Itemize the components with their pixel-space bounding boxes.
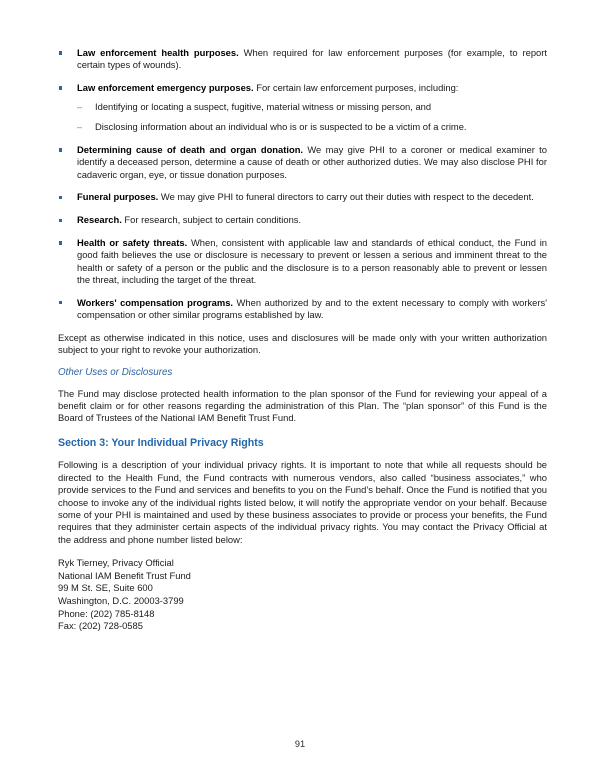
bullet-body-text: When required for law enforcement purposes (for example, to report certain types of wounds). [77, 47, 547, 71]
sub-list-item [77, 101, 547, 113]
section-3-paragraph: Following is a description of your individual privacy rights. It is important to note that while all requests should be directed to the Health Fund, the Fund contracts with numerous vendors, also called “business associates,” who provide services to the Fund and services and benefits to you on the Fund’s behalf. Once the Fund is notified that you choose to invoke any of the individual rights listed below, it will notify the appropriate vendor on your behalf. Because some of your PHI is maintained and used by these business associates to provide or process your benefits, the Fund requires that they administer certain aspects of the individual privacy rights. You may contact the Privacy Official at the address and phone number listed below: [58, 459, 547, 545]
list-item [58, 82, 547, 133]
list-item [58, 297, 547, 322]
sub-bullet-list [77, 101, 547, 134]
bullet-lead-label: Law enforcement emergency purposes. [77, 82, 254, 94]
bullet-body-text: We may give PHI to a coroner or medical examiner to identify a deceased person, determine a cause of death or other authorized duties. We may also disclose PHI for cadaveric organ, eye, or tissue donation purposes. [77, 143, 547, 180]
sub-list-item [77, 121, 547, 133]
authorization-note-paragraph: Except as otherwise indicated in this notice, uses and disclosures will be made only with your written authorization subject to your right to revoke your authorization. [58, 331, 547, 356]
dash-bullet-icon: – [77, 121, 83, 133]
bullet-lead-label: Research. [77, 214, 122, 226]
square-bullet-icon [59, 196, 62, 199]
other-uses-paragraph: The Fund may disclose protected health information to the plan sponsor of the Fund for reviewing your appeal of a benefit claim or for other reasons regarding the administration of this Plan. The “plan sponsor” of this Fund is the Board of Trustees of the National IAM Benefit Trust Fund. [58, 387, 547, 424]
bullet-body-text: When, consistent with applicable law and standards of ethical conduct, the Fund in good faith believes the use or disclosure is necessary to prevent or lessen a serious and imminent threat to the health or safety of a person or the public and the disclosure is to a person reasonably able to prevent or lessen the threat, including the target of the threat. [77, 236, 547, 285]
square-bullet-icon [59, 241, 62, 244]
bullet-body-text: When authorized by and to the extent necessary to comply with workers' compensation or other similar programs established by law. [77, 296, 547, 320]
page-content [58, 47, 547, 633]
bullet-lead-label: Health or safety threats. [77, 236, 188, 248]
sub-bullet-text: Disclosing information about an individual who is or is suspected to be a victim of a crime. [95, 121, 467, 133]
list-item [58, 214, 547, 226]
bullet-lead-label: Workers' compensation programs. [77, 296, 234, 308]
square-bullet-icon [59, 51, 62, 54]
list-item [58, 47, 547, 72]
bullet-lead-label: Law enforcement health purposes. [77, 47, 239, 58]
contact-line-street: 99 M St. SE, Suite 600 [58, 582, 153, 594]
bullet-body-text: For certain law enforcement purposes, including: [253, 82, 459, 94]
privacy-official-contact-block [58, 557, 547, 633]
contact-line-phone: Phone: (202) 785-8148 [58, 607, 155, 619]
list-item [58, 144, 547, 181]
bullet-lead-label: Funeral purposes. [77, 191, 159, 203]
square-bullet-icon [59, 219, 62, 222]
contact-line-organization: National IAM Benefit Trust Fund [58, 569, 191, 581]
section-3-heading: Section 3: Your Individual Privacy Rights [58, 436, 264, 449]
dash-bullet-icon: – [77, 100, 83, 112]
disclosure-bullet-list [58, 47, 547, 321]
contact-line-name: Ryk Tierney, Privacy Official [58, 557, 174, 569]
list-item [58, 237, 547, 286]
square-bullet-icon [59, 86, 62, 89]
sub-bullet-text: Identifying or locating a suspect, fugitive, material witness or missing person, and [95, 100, 432, 112]
contact-line-fax: Fax: (202) 728-0585 [58, 620, 143, 632]
bullet-lead-label: Determining cause of death and organ donation. [77, 143, 304, 155]
square-bullet-icon [59, 301, 62, 304]
list-item [58, 191, 547, 203]
bullet-body-text: For research, subject to certain conditions. [121, 214, 302, 226]
contact-line-city-state-zip: Washington, D.C. 20003-3799 [58, 594, 184, 606]
bullet-body-text: We may give PHI to funeral directors to carry out their duties with respect to the decedent. [158, 191, 534, 203]
other-uses-heading: Other Uses or Disclosures [58, 366, 173, 378]
page-number-footer: 91 [294, 739, 306, 749]
square-bullet-icon [59, 148, 62, 151]
